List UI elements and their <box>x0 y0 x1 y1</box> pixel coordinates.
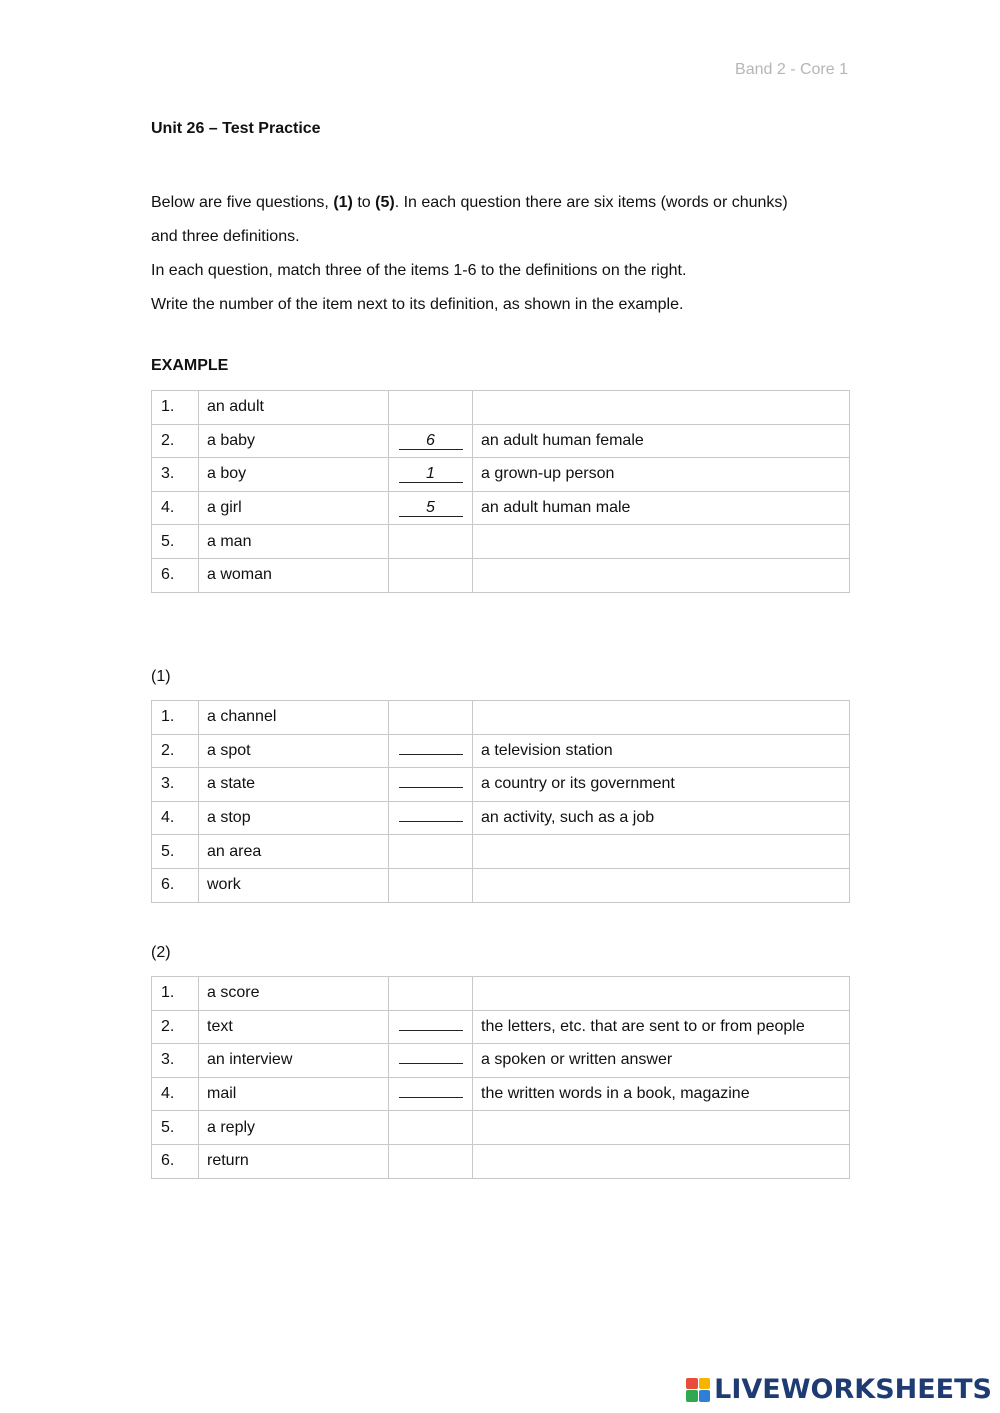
question-1-table <box>151 700 850 903</box>
example-answer: 5 <box>399 500 463 517</box>
instruction-line-4: Write the number of the item next to its definition, as shown in the example. <box>151 296 684 313</box>
logo-square <box>686 1378 698 1390</box>
item-text: a stop <box>199 801 389 835</box>
liveworksheets-logo <box>686 1374 992 1405</box>
item-text: return <box>199 1144 389 1178</box>
answer-cell <box>389 558 473 592</box>
answer-blank[interactable] <box>399 754 463 755</box>
table-row <box>152 525 850 559</box>
item-number: 2. <box>152 424 199 458</box>
item-number: 2. <box>152 1010 199 1044</box>
item-text: an adult <box>199 391 389 425</box>
answer-cell <box>389 868 473 902</box>
table-row <box>152 458 850 492</box>
item-text: a state <box>199 768 389 802</box>
question-2-table <box>151 976 850 1179</box>
answer-cell[interactable] <box>389 1077 473 1111</box>
item-text: a channel <box>199 701 389 735</box>
table-row <box>152 701 850 735</box>
answer-blank[interactable] <box>399 1097 463 1098</box>
table-row <box>152 1044 850 1078</box>
item-text: an area <box>199 835 389 869</box>
table-row <box>152 1077 850 1111</box>
answer-cell <box>389 1111 473 1145</box>
answer-cell[interactable] <box>389 801 473 835</box>
definition-cell <box>473 977 850 1011</box>
answer-cell <box>389 525 473 559</box>
definition-cell <box>473 1111 850 1145</box>
logo-mark-icon <box>686 1378 710 1402</box>
example-table <box>151 390 850 593</box>
definition-text: an adult human male <box>473 491 850 525</box>
item-text: an interview <box>199 1044 389 1078</box>
definition-text: a grown-up person <box>473 458 850 492</box>
instruction-line-1: Below are five questions, (1) to (5). In each question there are six items (words or chunks) <box>151 194 788 211</box>
answer-blank[interactable] <box>399 1030 463 1031</box>
item-text: text <box>199 1010 389 1044</box>
table-row <box>152 835 850 869</box>
answer-cell <box>389 977 473 1011</box>
item-text: work <box>199 868 389 902</box>
answer-cell <box>389 1144 473 1178</box>
example-answer: 6 <box>399 433 463 450</box>
answer-blank[interactable] <box>399 821 463 822</box>
item-number: 3. <box>152 458 199 492</box>
item-text: mail <box>199 1077 389 1111</box>
answer-cell <box>389 424 473 458</box>
definition-cell <box>473 1144 850 1178</box>
definition-cell <box>473 868 850 902</box>
answer-cell <box>389 491 473 525</box>
answer-cell[interactable] <box>389 1044 473 1078</box>
table-row <box>152 491 850 525</box>
question-2-label: (2) <box>151 944 171 961</box>
table-row <box>152 768 850 802</box>
item-number: 6. <box>152 1144 199 1178</box>
item-number: 4. <box>152 1077 199 1111</box>
item-number: 6. <box>152 558 199 592</box>
item-number: 5. <box>152 1111 199 1145</box>
table-row <box>152 801 850 835</box>
answer-cell[interactable] <box>389 734 473 768</box>
item-text: a boy <box>199 458 389 492</box>
item-text: a man <box>199 525 389 559</box>
item-number: 2. <box>152 734 199 768</box>
logo-square <box>699 1378 711 1390</box>
answer-cell <box>389 391 473 425</box>
item-number: 5. <box>152 525 199 559</box>
table-row <box>152 1010 850 1044</box>
question-1-label: (1) <box>151 668 171 685</box>
item-text: a woman <box>199 558 389 592</box>
item-number: 1. <box>152 391 199 425</box>
answer-cell[interactable] <box>389 768 473 802</box>
answer-cell <box>389 701 473 735</box>
definition-text: a spoken or written answer <box>473 1044 850 1078</box>
table-row <box>152 977 850 1011</box>
answer-cell <box>389 835 473 869</box>
instruction-line-3: In each question, match three of the items 1-6 to the definitions on the right. <box>151 262 687 279</box>
definition-text: an activity, such as a job <box>473 801 850 835</box>
item-number: 5. <box>152 835 199 869</box>
table-row <box>152 391 850 425</box>
item-text: a reply <box>199 1111 389 1145</box>
logo-text: LIVEWORKSHEETS <box>714 1374 992 1405</box>
definition-text: a country or its government <box>473 768 850 802</box>
instructions <box>151 186 851 322</box>
item-number: 3. <box>152 768 199 802</box>
answer-blank[interactable] <box>399 787 463 788</box>
table-row <box>152 868 850 902</box>
table-row <box>152 424 850 458</box>
definition-text: the written words in a book, magazine <box>473 1077 850 1111</box>
item-number: 1. <box>152 977 199 1011</box>
item-text: a baby <box>199 424 389 458</box>
definition-text: the letters, etc. that are sent to or from people <box>473 1010 850 1044</box>
answer-blank[interactable] <box>399 1063 463 1064</box>
definition-cell <box>473 558 850 592</box>
item-text: a score <box>199 977 389 1011</box>
table-row <box>152 1144 850 1178</box>
table-row <box>152 1111 850 1145</box>
item-number: 6. <box>152 868 199 902</box>
item-number: 1. <box>152 701 199 735</box>
answer-cell <box>389 458 473 492</box>
example-label: EXAMPLE <box>151 357 229 374</box>
definition-text: an adult human female <box>473 424 850 458</box>
page-title: Unit 26 – Test Practice <box>151 120 321 137</box>
table-row <box>152 734 850 768</box>
definition-cell <box>473 525 850 559</box>
item-number: 4. <box>152 491 199 525</box>
definition-text: a television station <box>473 734 850 768</box>
definition-cell <box>473 391 850 425</box>
item-number: 4. <box>152 801 199 835</box>
item-text: a girl <box>199 491 389 525</box>
page-header-label: Band 2 - Core 1 <box>735 61 848 78</box>
example-answer: 1 <box>399 466 463 483</box>
instruction-line-2: and three definitions. <box>151 228 300 245</box>
item-text: a spot <box>199 734 389 768</box>
logo-square <box>686 1390 698 1402</box>
definition-cell <box>473 701 850 735</box>
item-number: 3. <box>152 1044 199 1078</box>
answer-cell[interactable] <box>389 1010 473 1044</box>
logo-square <box>699 1390 711 1402</box>
table-row <box>152 558 850 592</box>
definition-cell <box>473 835 850 869</box>
